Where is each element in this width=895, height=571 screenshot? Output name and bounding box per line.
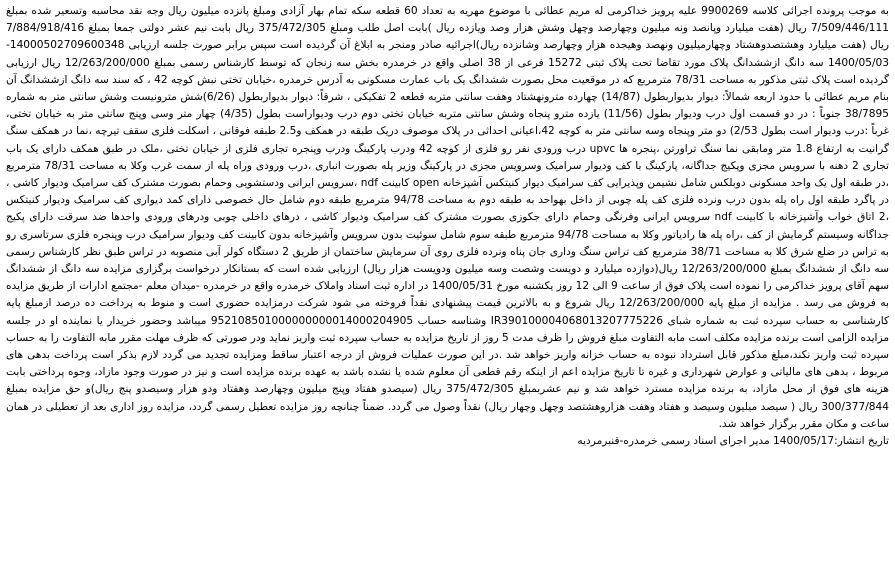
notice-body-text: به موجب پرونده اجرائی کلاسه 9900269 علیه پرویز خداکرمی له مریم عطائی با موضوع مهریه به تعداد 60 قطعه سکه تمام بهار آزادی ومبلغ پانزده میلیون ریال وجه نقد محاسبه وتسعیر شده بمبلغ 7/509/446/111 ریال (هفت میلیارد وپانصد ونه میلیون وچهارصد وچهل وشش هزار وصد ویازده ریال )بابت اصل طلب ومبلغ 375/472/305 ریال بابت نیم عشر دولتی جمعا بمبلغ 7/884/918/416 ریال (هفت میلیارد وهشتصدوهشتاد وچهارمیلیون ونهصد وهیجده هزار وچهارصد وشانزده ریال)اجرائیه صادر ومنجر به ابلاغ آن گردیده است سپس برابر صورت جلسه ارزیابی 14000502709600348-1400/05/03 سه دانگ ازششدانگ پلاک مورد تقاضا تحت پلاک ثبتی 15272 فرعی از 38 اصلی واقع در خرمدره بخش سه زنجان که توسط کارشناس رسمی بمبلغ 12/263/200/000 ریال ارزیابی گردیده است پلاک ثبتی مذکور به مساحت 78/31 مترمربع که در موقعیت محل بصورت ششدانگ یک باب عمارت مسکونی به آدرس خرمدره ،خیابان تختی نبش کوچه 42 ، که سند سه دانگ ازششدانگ آن بنام مریم عطائی با حدود اربعه شمالاً: دیوار بدیواربطول (14/87) چهارده مترونهشتاد وهفت سانتی متربه قطعه 2 تفکیکی ، شرقاً: دیوار بدیواربطول (6/26)شش مترونیست وشش سانتی متر به شماره 38/7895 جنوباً : در دو قسمت اول درب ودیوار بطول (11/56) یازده مترو پنجاه وشش سانتی متربه خیابان تختی دوم درب ودیواراست بطول (4/35) چهار متر وسی وپنج سانتی متر به خیابان تختی، غرباً :درب ودیوار است بطول 2/53) دو متر وپنجاه وسه سانتی متر به کوچه 42،اعیانی احداثی در پلاک موصوف دریک طبقه در همکف و2.5 طبقه فوقانی ، اسکلت فلزی سقف تیرچه ،نما در همکف سنگ گرانیت به ارتفاع 1.8 متر ومابقی نما سنگ تراورتن ،پنجره ها upvc درب ورودی نفر رو فلزی از کوچه 42 ودرب پارکینگ ودرب وپنجره تجاری فلزی از خیابان تختی ،ملک در طبق همکف دارای یک باب تجاری 2 دهنه با سرویس مجزی وپکیج جداگانه، پارکینگ با کف ودیوار سرامیک وسرویس مجزی در پارکینگ وزیر پله بصورت انباری ،درب ورودی وراه پله از سمت غرب وکلا به مساحت 78/31 مترمربع ،در طبقه اول یک واحد مسکونی دوبلکس شامل نشیمن وپذیرایی کف سرامیک دیوار کنیتکس آشپزخانه open کابینت ndf ،سرویس ایرانی ودستشویی وحمام بصورت مشترک کف سرامیک ودیوار کاشی ، در پاگرد طبقه اول راه پله بدون درب ونرده فلزی کف پله چوبی از داخل بهواحد به طبقه دوم به مساحت 94/78 مترمربع طبقه دوم شامل حال خصوصی دارای کمد دیواری کف سرامیک ودیوار کنیتکس ،2 اتاق خواب وآشپزخانه با کابینت ndf سرویس ایرانی وفرنگی وحمام دارای جکوزی بصورت مشترک کف سرامیک ودیوار کاشی ، درهای داخلی چوبی ودرهای ورودی واحدها ضد سرقت دارای پکیج جداگانه وسیستم گرمایش از کف ،راه پله ها رادیاتور وکلا به مساحت 94/78 مترمربع طبقه سوم شامل سوئیت بدون سرویس وآشپزخانه بدون کابینت کف ودیوار سرامیک درب وپنجره فلزی سرتاسری رو به تراس در ضلع شرق کلا به مساحت 38/71 مترمربع کف تراس سنگ وداری جان پناه ونرده فلزی روی آن سرمایش ساختمان از طریق 2 دستگاه کولر آبی منصوبه در تراس طبق نظر کارشناس رسمی سه دانگ از ششدانگ بمبلغ 12/263/200/000 ریال(دوازده میلیارد و دویست وشصت وسه میلیون ودویست هزار ریال) ارزیابی شده است که بستانکار درخواست برگزاری مزایده سه دانگ از ششدانگ سهم آقای پرویز خداکرمی را نموده است پلاک فوق از ساعت 9 الی 12 روز یکشنبه مورخ 1400/05/31 در اداره ثبت اسناد واملاک خرمدره واقع در خرمدره -میدان معلم -مجتمع ادارات از طریق مزایده به فروش می رسد . مزایده از مبلغ پایه 12/263/200/000 ریال شروع و به بالاترین قیمت پیشنهادی نقداً فروخته می شود شرکت درمزایده حضوری است و منوط به پرداخت ده درصد ازمبلغ پایه کارشناسی به حساب سپرده ثبت به شماره شبای IR390100004068013207775226 وشناسه حساب 952108501000000000014000204905 میباشد وحضور خریدار یا نماینده او در جلسه مزایده الزامی است برنده مزایده مکلف است مابه التفاوت مبلغ فروش را ظرف مدت 5 روز از تاریخ مزایده به حساب سپرده ثبت واریز نماید ودر صورتی که ظرف مهلت مقرر مابه التفاوت را به حساب سپرده ثبت واریز نکند،مبلغ مذکور قابل استرداد نبوده به حساب خزانه واریز خواهد شد .در این صورت عملیات فروش از درجه اعتبار ساقط ومزایده تجدید می گردد لازم بذکر است پرداخت بدهی های مربوط ، بدهی های مالیاتی و عوارض شهرداری و غیره تا تاریخ مزایده اعم از اینکه رقم قطعی آن معلوم شده یا نشده باشد به عهده برنده مزایده است و نیز در صورت وجود مازاد، وجوه پرداختی بابت هزینه های فوق از محل مازاد، به برنده مزایده مسترد خواهد شد و نیم عشربمبلغ 375/472/305 ریال (سیصدو هفتاد وپنج میلیون وچهارصد وهفتاد ودو هزار وسیصدو پنج ریال)و حق مزایده بمبلغ 300/377/844 ریال ( سیصد میلیون وسیصد و هفتاد وهفت هزاروهشتصد وچهل وچهار ریال) نقداً وصول می گردد. ضمناً چنانچه روز مزایده تعطیل رسمی گردد، مزایده روز اداری بعد از تعطیلی در همان ساعت و مکان مقرر برگزار خواهد شد. <box>6 5 890 430</box>
notice-footer-text: تاریخ انتشار:1400/05/17 مدیر اجرای اسناد رسمی خرمدره-قنبرمردیه <box>577 435 889 448</box>
